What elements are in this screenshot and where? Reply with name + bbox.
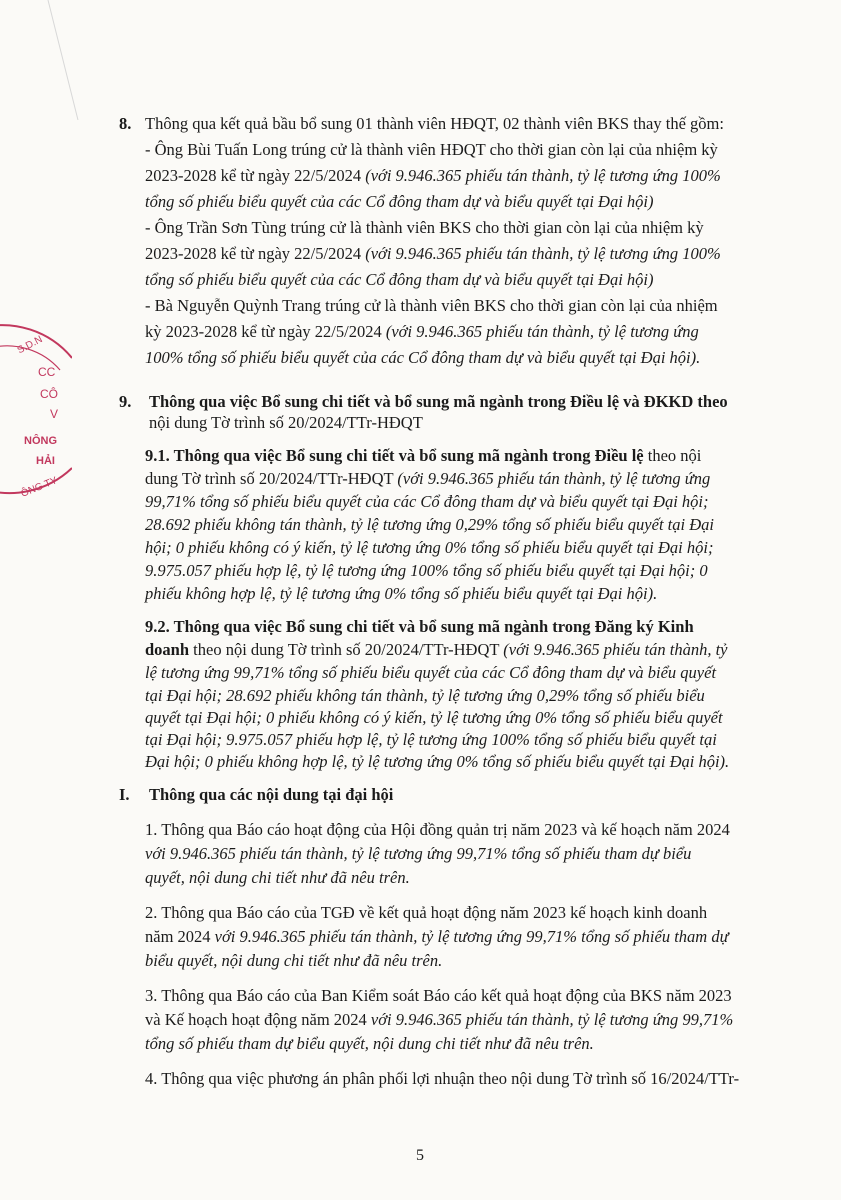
item-8-nominee-1-line-3: tổng số phiếu biểu quyết của các Cổ đông tham dự và biểu quyết tại Đại hội) [145, 192, 654, 211]
item-9-1-line-4: 28.692 phiếu không tán thành, tỷ lệ tương ứng 0,29% tổng số phiếu biểu quyết tại Đại [145, 515, 714, 534]
item-9-heading-line-1: Thông qua việc Bổ sung chi tiết và bổ sung mã ngành trong Điều lệ và ĐKKD theo [149, 392, 728, 411]
item-9-1-line-2: dung Tờ trình số 20/2024/TTr-HĐQT (với 9.946.365 phiếu tán thành, tỷ lệ tương ứng [145, 469, 711, 488]
item-9-heading-line-2: nội dung Tờ trình số 20/2024/TTr-HĐQT [149, 413, 423, 432]
item-9-2-line-3: lệ tương ứng 99,71% tổng số phiếu biểu quyết của các Cổ đông tham dự và biểu quyết [145, 663, 717, 682]
seal-text-4: V [50, 407, 59, 421]
item-9-1-line-3: 99,71% tổng số phiếu biểu quyết của các Cổ đông tham dự và biểu quyết tại Đại hội; [145, 492, 709, 511]
item-9-1-line-1: 9.1. Thông qua việc Bổ sung chi tiết và bổ sung mã ngành trong Điều lệ theo nội [145, 446, 702, 465]
section-1-number: I. [119, 785, 130, 804]
item-9-1-line-6: 9.975.057 phiếu hợp lệ, tỷ lệ tương ứng 100% tổng số phiếu biểu quyết tại Đại hội; 0 [145, 561, 708, 580]
section-1-p1-line-3: quyết, nội dung chi tiết như đã nêu trên. [145, 868, 410, 887]
section-1-p2-line-2: năm 2024 với 9.946.365 phiếu tán thành, tỷ lệ tương ứng 99,71% tổng số phiếu tham dự [145, 927, 729, 946]
item-9-2-line-7: Đại hội; 0 phiếu không hợp lệ, tỷ lệ tương ứng 0% tổng số phiếu biểu quyết tại Đại hội). [145, 752, 730, 771]
item-8-nominee-3-line-1: - Bà Nguyễn Quỳnh Trang trúng cử là thành viên BKS cho thời gian còn lại của nhiệm [145, 296, 718, 315]
item-8-nominee-2-line-3: tổng số phiếu biểu quyết của các Cổ đông tham dự và biểu quyết tại Đại hội) [145, 270, 654, 289]
item-8-number: 8. [119, 114, 132, 133]
section-1-title: Thông qua các nội dung tại đại hội [149, 785, 394, 804]
item-9-2-line-2: doanh theo nội dung Tờ trình số 20/2024/TTr-HĐQT (với 9.946.365 phiếu tán thành, tỷ [145, 640, 728, 659]
seal-text-3: CÔ [40, 387, 58, 401]
item-9-1-line-5: hội; 0 phiếu không có ý kiến, tỷ lệ tương ứng 0% tổng số phiếu biểu quyết tại Đại hội; [145, 538, 714, 557]
item-9-2-line-4: tại Đại hội; 28.692 phiếu không tán thành, tỷ lệ tương ứng 0,29% tổng số phiếu biểu [145, 686, 705, 705]
section-1-p2-line-3: biểu quyết, nội dung chi tiết như đã nêu trên. [145, 951, 443, 970]
item-9-2-line-1: 9.2. Thông qua việc Bổ sung chi tiết và bổ sung mã ngành trong Đăng ký Kinh [145, 617, 694, 636]
section-1-p2-line-1: 2. Thông qua Báo cáo của TGĐ về kết quả hoạt động năm 2023 kế hoạch kinh doanh [145, 903, 708, 922]
item-8-nominee-3-line-2: kỳ 2023-2028 kể từ ngày 22/5/2024 (với 9.946.365 phiếu tán thành, tỷ lệ tương ứng [145, 322, 699, 341]
item-8-nominee-1-line-2: 2023-2028 kể từ ngày 22/5/2024 (với 9.946.365 phiếu tán thành, tỷ lệ tương ứng 100% [145, 166, 721, 185]
section-1-p4-line-1: 4. Thông qua việc phương án phân phối lợi nhuận theo nội dung Tờ trình số 16/2024/TTr- [145, 1069, 740, 1088]
item-8-nominee-2-line-1: - Ông Trần Sơn Tùng trúng cử là thành viên BKS cho thời gian còn lại của nhiệm kỳ [145, 218, 704, 237]
section-1-p3-line-3: tổng số phiếu tham dự biểu quyết, nội dung chi tiết như đã nêu trên. [145, 1034, 594, 1053]
section-1-p1-line-1: 1. Thông qua Báo cáo hoạt động của Hội đồng quản trị năm 2023 và kế hoạch năm 2024 [145, 820, 730, 839]
seal-text-2: CC [38, 365, 56, 379]
seal-text-6: HẢI [36, 455, 55, 467]
seal-text-7: ÔNG TY [19, 475, 60, 500]
scan-mark [18, 0, 138, 120]
page-number: 5 [416, 1147, 424, 1164]
section-1-p3-line-2: và Kế hoạch hoạt động năm 2024 với 9.946.365 phiếu tán thành, tỷ lệ tương ứng 99,71% [145, 1010, 734, 1029]
item-9-number: 9. [119, 392, 132, 411]
item-8-heading: Thông qua kết quả bầu bổ sung 01 thành viên HĐQT, 02 thành viên BKS thay thế gồm: [145, 114, 724, 133]
company-seal [0, 318, 72, 502]
section-1-p1-line-2: với 9.946.365 phiếu tán thành, tỷ lệ tương ứng 99,71% tổng số phiếu tham dự biểu [145, 844, 692, 863]
item-9-1-line-7: phiếu không hợp lệ, tỷ lệ tương ứng 0% tổng số phiếu biểu quyết tại Đại hội). [145, 584, 658, 603]
item-9-2-line-5: quyết tại Đại hội; 0 phiếu không có ý kiến, tỷ lệ tương ứng 0% tổng số phiếu biểu quyết [145, 708, 723, 727]
item-8-nominee-3-line-3: 100% tổng số phiếu biểu quyết của các Cổ đông tham dự và biểu quyết tại Đại hội). [145, 348, 701, 367]
item-8-nominee-2-line-2: 2023-2028 kể từ ngày 22/5/2024 (với 9.946.365 phiếu tán thành, tỷ lệ tương ứng 100% [145, 244, 721, 263]
seal-text-1: S.D.N [15, 334, 45, 357]
seal-text-5: NÔNG [24, 435, 57, 447]
section-1-p3-line-1: 3. Thông qua Báo cáo của Ban Kiểm soát Báo cáo kết quả hoạt động của BKS năm 2023 [145, 986, 732, 1005]
item-8-nominee-1-line-1: - Ông Bùi Tuấn Long trúng cử là thành viên HĐQT cho thời gian còn lại của nhiệm kỳ [145, 140, 718, 159]
item-9-2-line-6: tại Đại hội; 9.975.057 phiếu hợp lệ, tỷ lệ tương ứng 100% tổng số phiếu biểu quyết tại [145, 730, 717, 749]
